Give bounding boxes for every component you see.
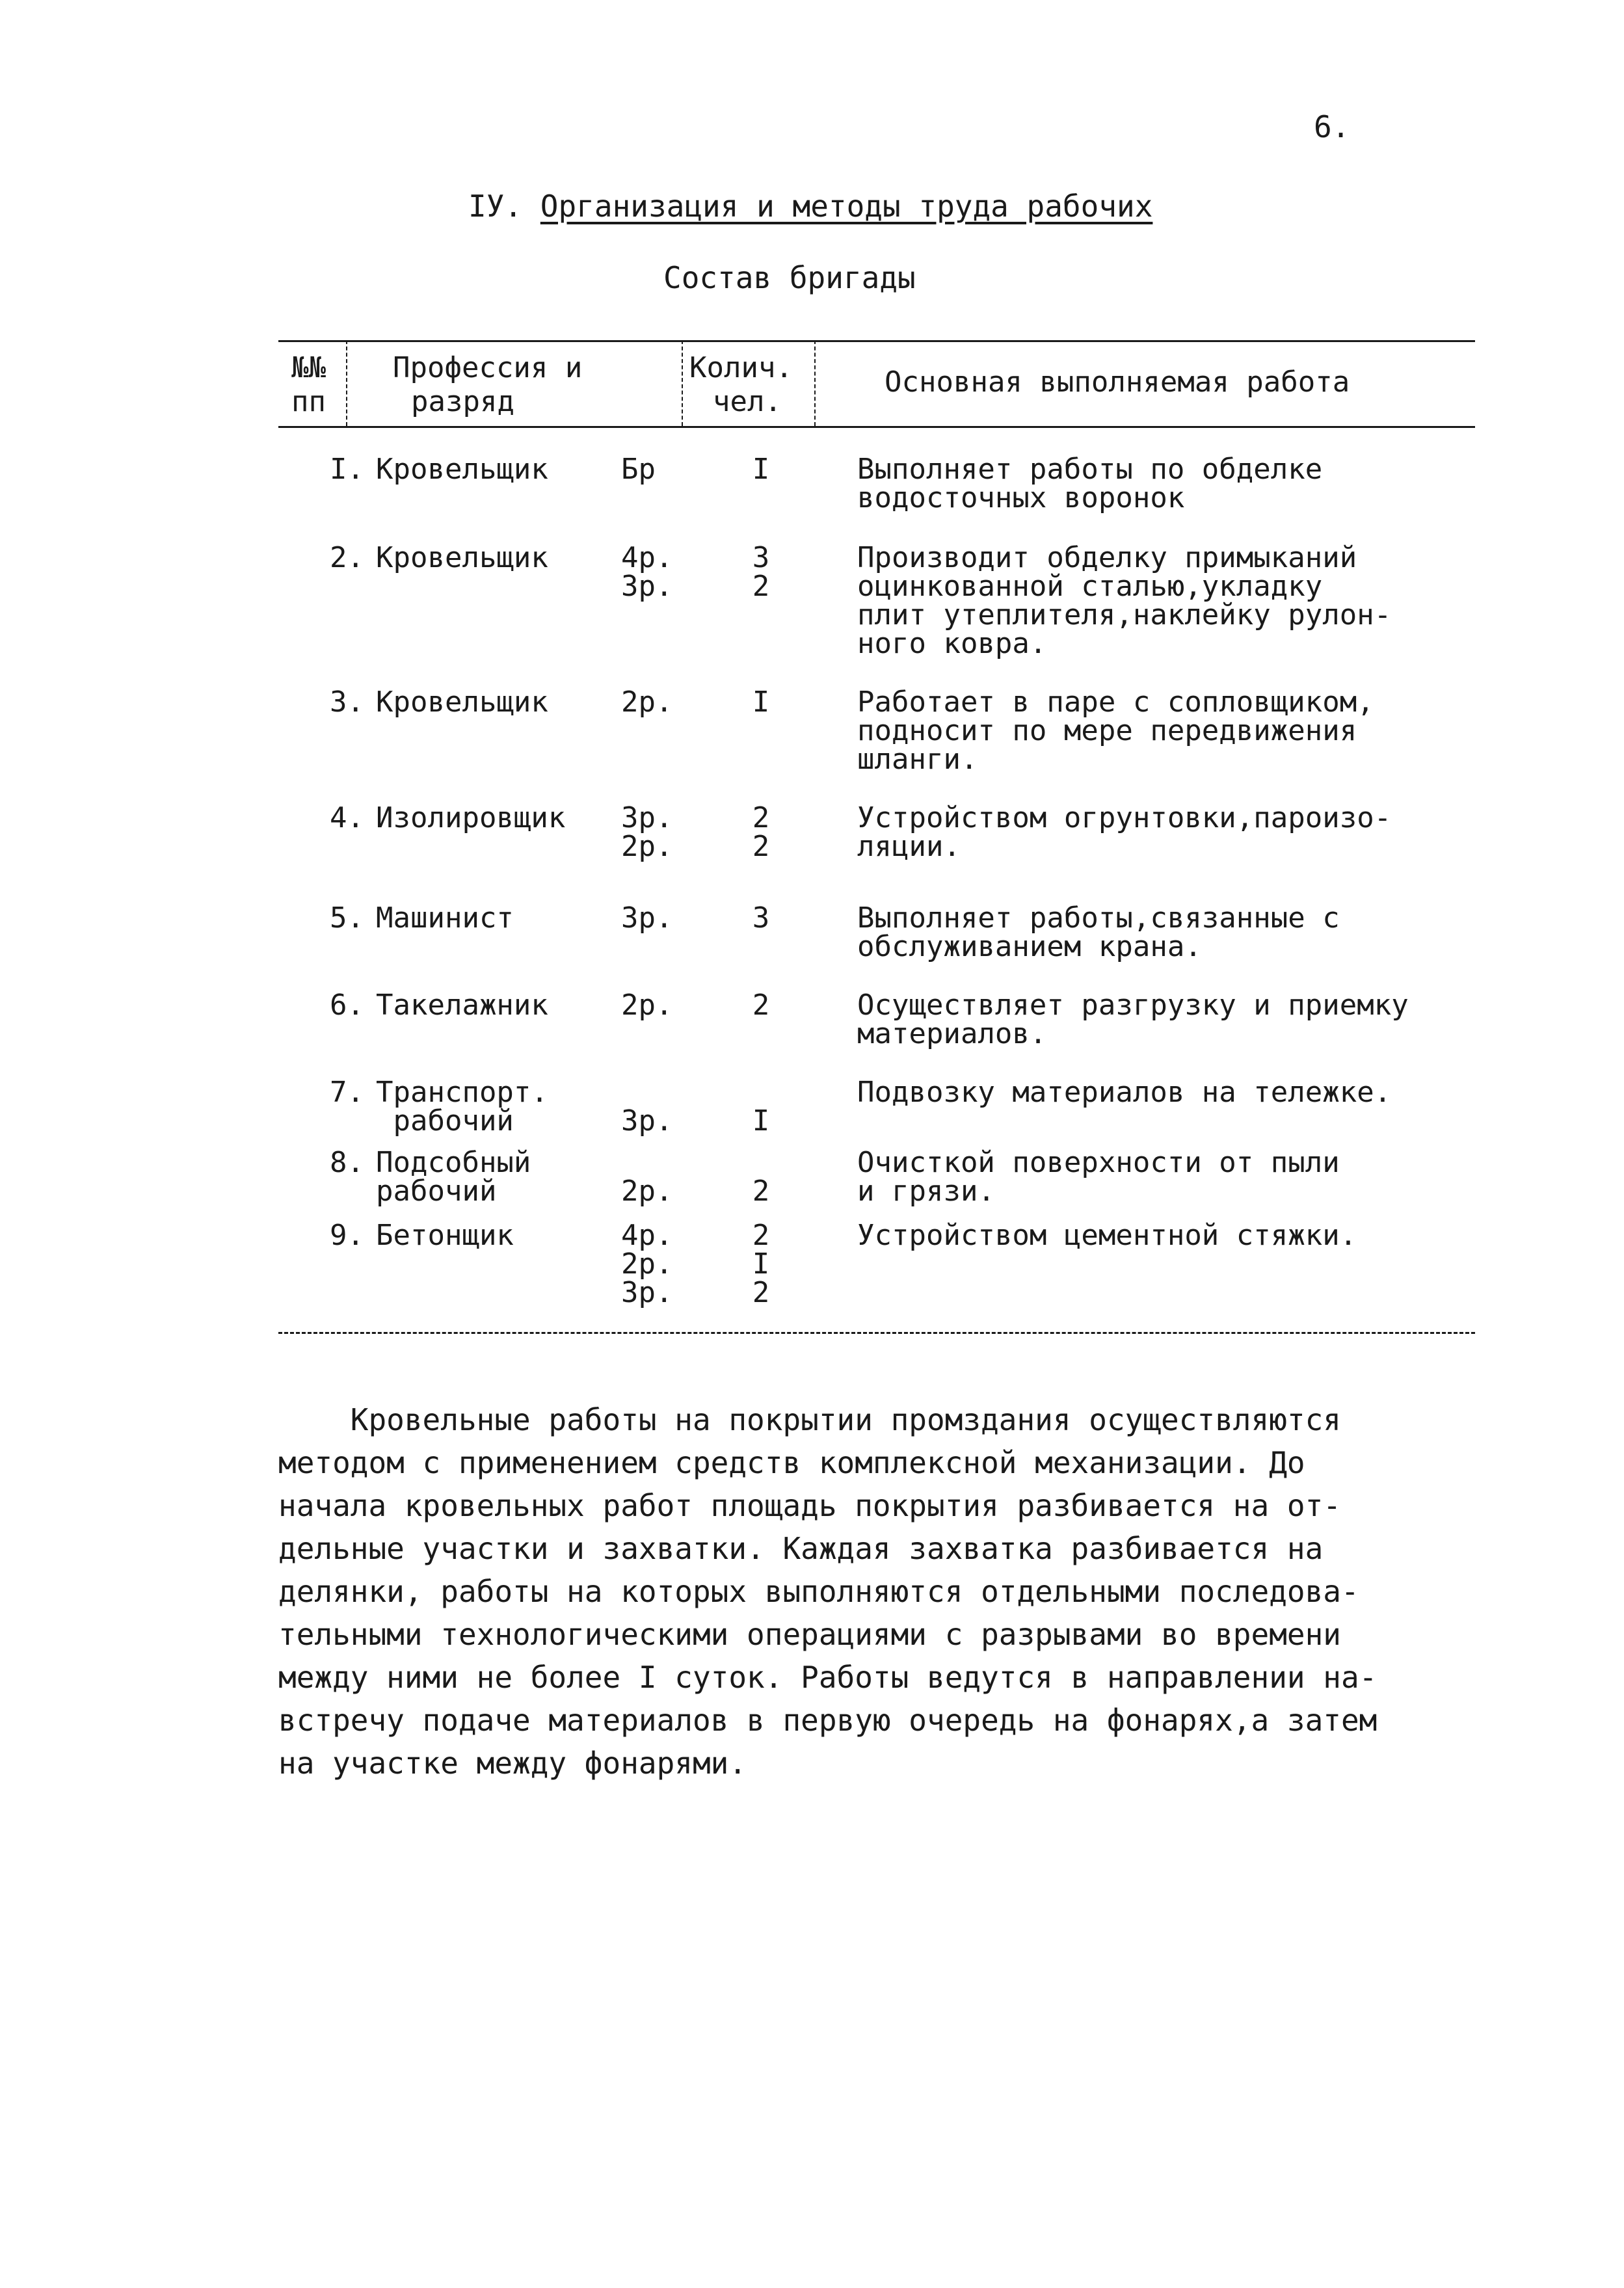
page-number: 6. [1314, 109, 1350, 144]
row-profession: Подсобный рабочий [376, 1146, 531, 1208]
header-work-line: Основная выполняемая работа [885, 366, 1350, 399]
row-profession: Кровельщик [376, 453, 548, 486]
header-separator [346, 340, 347, 426]
header-num-line: пп [291, 385, 326, 418]
paragraph-line: на участке между фонарями. [278, 1746, 747, 1781]
row-quantity: 2 [752, 1175, 770, 1208]
row-number: I. [330, 453, 364, 486]
row-grade: 2р. [621, 685, 673, 719]
row-grade: 3р. [621, 901, 673, 935]
row-quantity: 3 [752, 901, 770, 935]
row-profession: Кровельщик [376, 685, 548, 719]
paragraph-line: между ними не более I суток. Работы ведутся в направлении на- [278, 1660, 1378, 1695]
row-grade: 4р. 2р. 3р. [621, 1219, 673, 1309]
header-num [291, 351, 326, 419]
header-quantity-line: Колич. [689, 351, 793, 384]
row-grade: 4р. 3р. [621, 541, 673, 603]
row-work: Работает в паре с сопловщиком, подносит по мере передвижения шланги. [857, 685, 1374, 776]
row-number: 4. [330, 801, 364, 834]
row-quantity: 3 2 [752, 541, 770, 603]
table-caption: Состав бригады [663, 260, 916, 295]
paragraph-line: начала кровельных работ площадь покрытия разбивается на от- [278, 1488, 1341, 1523]
row-profession: Изолировщик [376, 801, 566, 834]
header-profession-line: Профессия и [393, 351, 583, 384]
row-quantity: 2 I 2 [752, 1219, 770, 1309]
row-grade: Бр [621, 453, 656, 486]
paragraph-line: методом с применением средств комплексной механизации. До [278, 1445, 1305, 1480]
row-number: 6. [330, 989, 364, 1022]
row-number: 3. [330, 685, 364, 719]
row-work: Подвозку материалов на тележке. [857, 1076, 1392, 1109]
row-quantity: I [752, 685, 770, 719]
row-number: 5. [330, 901, 364, 935]
row-grade: 3р. [621, 1104, 673, 1137]
table-bottom-rule [278, 1332, 1475, 1334]
row-number: 2. [330, 541, 364, 574]
paragraph-line: встречу подаче материалов в первую очередь на фонарях,а затем [278, 1703, 1378, 1738]
row-work: Выполняет работы,связанные с обслуживанием крана. [857, 901, 1340, 963]
paragraph-line: тельными технологическими операциями с разрывами во времени [278, 1617, 1341, 1652]
paragraph-line: дельные участки и захватки. Каждая захватка разбивается на [278, 1531, 1324, 1566]
row-profession: Машинист [376, 901, 514, 935]
section-title [468, 189, 1152, 224]
row-profession: Бетонщик [376, 1219, 514, 1252]
section-heading: Организация и методы труда рабочих [540, 189, 1153, 224]
header-num-line: №№ [291, 351, 326, 384]
row-profession: Такелажник [376, 989, 548, 1022]
header-separator [814, 340, 816, 426]
row-profession: Транспорт. рабочий [376, 1076, 548, 1137]
table-header-rule [278, 426, 1475, 428]
header-profession [393, 351, 582, 419]
header-quantity-line: чел. [713, 385, 782, 418]
header-quantity [689, 351, 793, 419]
row-profession: Кровельщик [376, 541, 548, 574]
row-number: 7. [330, 1076, 364, 1109]
row-quantity: I [752, 1104, 770, 1137]
row-work: Очисткой поверхности от пыли и грязи. [857, 1146, 1340, 1208]
body-paragraph [278, 1398, 1475, 1785]
row-quantity: 2 2 [752, 801, 770, 863]
row-quantity: I [752, 453, 770, 486]
row-work: Устройством огрунтовки,пароизо- ляции. [857, 801, 1392, 863]
row-work: Осуществляет разгрузку и приемку материалов. [857, 989, 1409, 1050]
header-profession-line: разряд [411, 385, 514, 418]
row-work: Производит обделку примыканий оцинкованной сталью,укладку плит утеплителя,наклейку рулон- ного ковра. [857, 541, 1392, 660]
row-grade: 3р. 2р. [621, 801, 673, 863]
paragraph-line: Кровельные работы на покрытии промздания осуществляются [278, 1402, 1341, 1437]
table-top-rule [278, 340, 1475, 342]
paragraph-line: делянки, работы на которых выполняются отдельными последова- [278, 1574, 1359, 1609]
row-work: Устройством цементной стяжки. [857, 1219, 1357, 1252]
row-quantity: 2 [752, 989, 770, 1022]
row-grade: 2р. [621, 989, 673, 1022]
row-number: 8. [330, 1146, 364, 1179]
row-number: 9. [330, 1219, 364, 1252]
row-work: Выполняет работы по обделке водосточных воронок [857, 453, 1323, 514]
header-separator [682, 340, 683, 426]
section-number: IУ. [468, 189, 523, 224]
row-grade: 2р. [621, 1175, 673, 1208]
header-work [885, 366, 1350, 399]
